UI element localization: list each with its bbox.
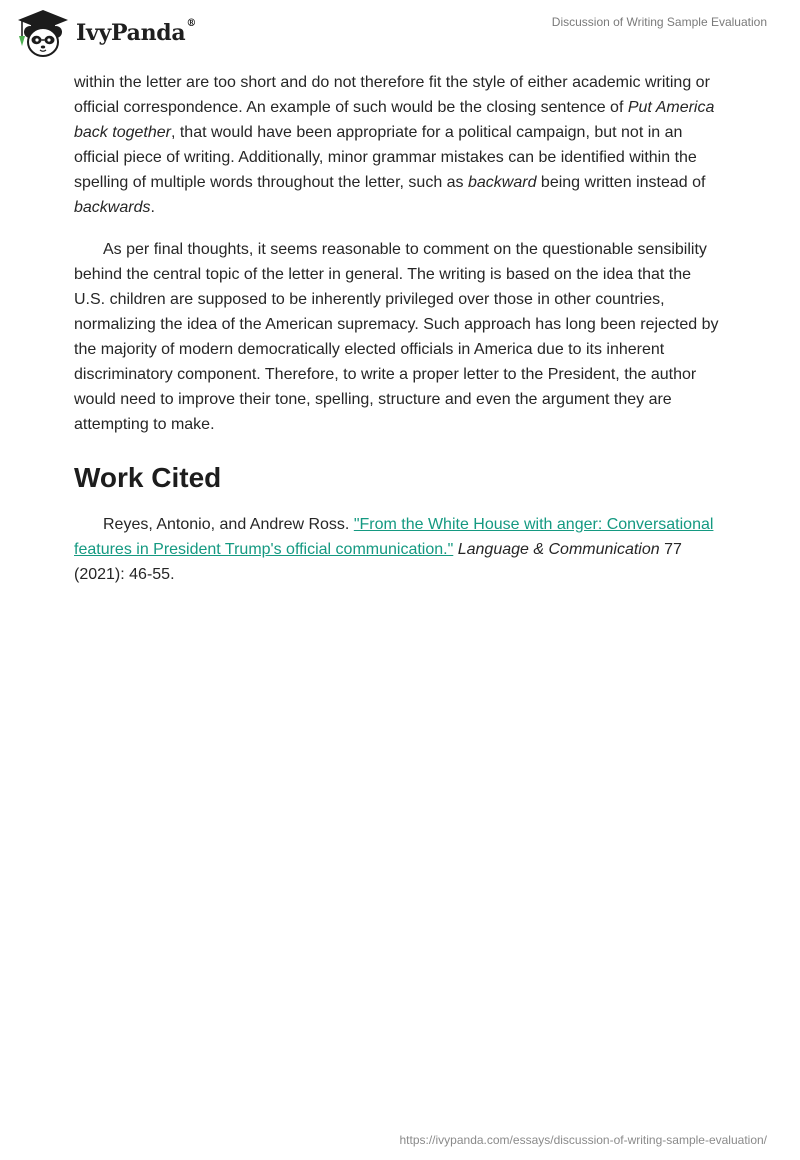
panda-graduate-logo-icon	[14, 8, 72, 58]
footer-source-url[interactable]: https://ivypanda.com/essays/discussion-of-writing-sample-evaluation/	[399, 1133, 767, 1147]
para1-text-1: within the letter are too short and do not therefore fit the style of either academic writing or official correspondence. An example of such would be the closing sentence of	[74, 74, 710, 116]
registered-mark: ®	[186, 18, 197, 29]
para1-word-backwards: backwards	[74, 199, 151, 216]
para1-text-3: being written instead of	[536, 174, 706, 191]
body-paragraph-1	[74, 70, 724, 220]
para1-word-backward: backward	[468, 174, 537, 191]
essay-content	[74, 70, 724, 587]
citation-entry	[74, 512, 724, 587]
citation-journal: Language & Communication	[457, 541, 660, 558]
logo-wordmark	[76, 20, 196, 46]
citation-title-link[interactable]: "From the White House with anger: Conversational features in President Trump's official communication."	[74, 516, 714, 558]
citation-details: 77 (2021): 46-55.	[74, 541, 682, 583]
para1-text-2: , that would have been appropriate for a political campaign, but not in an official piece of writing. Additionally, minor grammar mistakes can be identified within the spelling of multiple words throughout the letter, such as	[74, 124, 697, 191]
citation-authors: Reyes, Antonio, and Andrew Ross.	[103, 516, 354, 533]
body-paragraph-2: As per final thoughts, it seems reasonable to comment on the questionable sensibility behind the central topic of the letter in general. The writing is based on the idea that the U.S. children are supposed to be inherently privileged over those in other countries, normalizing the idea of the American supremacy. Such approach has long been rejected by the majority of modern democratically elected officials in America due to its inherent discriminatory component. Therefore, to write a proper letter to the President, the author would need to improve their tone, spelling, structure and even the argument they are attempting to make.	[74, 241, 719, 433]
ivypanda-logo[interactable]	[14, 8, 196, 58]
document-title: Discussion of Writing Sample Evaluation	[551, 15, 767, 29]
works-cited-heading: Work Cited	[74, 462, 222, 493]
para1-text-4: .	[150, 199, 155, 216]
page-header	[0, 0, 800, 64]
para1-quote-1: Put America back together	[74, 99, 715, 141]
logo-brand-text: IvyPanda	[76, 20, 186, 46]
